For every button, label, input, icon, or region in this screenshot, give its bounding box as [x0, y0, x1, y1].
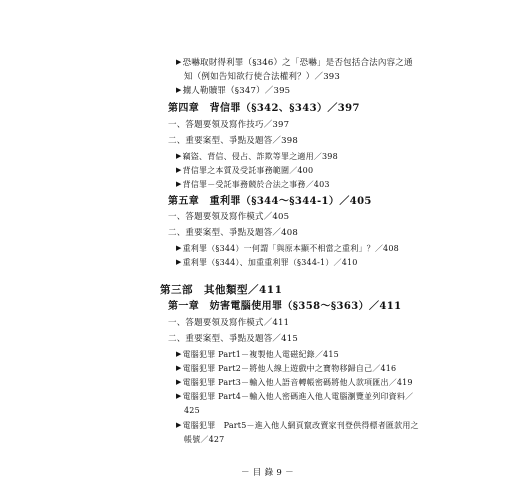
page-footer: － 目 錄 9 － [241, 468, 294, 478]
arrow-bullet-icon: ▶ [176, 421, 182, 429]
section-entry: 二、重要案型、爭點及題答／398 [168, 136, 298, 146]
toc-entry: ▶竊盜、背信、侵占、詐欺等罪之適用／398 [176, 152, 338, 161]
arrow-bullet-icon: ▶ [176, 244, 182, 252]
chapter-heading: 第五章 重利罪（§344～§344-1）／405 [168, 196, 372, 207]
arrow-bullet-icon: ▶ [176, 392, 182, 400]
toc-entry: ▶電腦犯罪 Part4－輸入他人密碼進入他人電腦瀏覽並列印資料／ [176, 392, 414, 401]
section-entry: 一、答題要領及寫作模式／405 [168, 212, 290, 222]
section-entry: 二、重要案型、爭點及題答／415 [168, 334, 298, 344]
arrow-bullet-icon: ▶ [176, 166, 182, 174]
toc-entry: ▶電腦犯罪 Part1－複製他人電磁紀錄／415 [176, 350, 339, 359]
arrow-bullet-icon: ▶ [176, 258, 182, 266]
toc-entry: ▶電腦犯罪 Part2－將他人線上遊戲中之寶物移歸自己／416 [176, 364, 397, 373]
arrow-bullet-icon: ▶ [176, 378, 182, 386]
arrow-bullet-icon: ▶ [176, 180, 182, 188]
toc-entry: ▶重利罪（§344）一何謂「與原本顯不相當之重利」？／408 [176, 244, 399, 253]
toc-entry-continued: 帳號／427 [184, 435, 225, 444]
chapter-heading: 第一章 妨害電腦使用罪（§358～§363）／411 [168, 301, 402, 312]
chapter-heading: 第四章 背信罪（§342、§343）／397 [168, 103, 360, 114]
toc-entry: ▶電腦犯罪 Part5－進入他人網頁竄改賣家刊登供得標者匯款用之 [176, 421, 419, 430]
toc-entry: ▶擄人勒贖罪（§347）／395 [176, 86, 291, 96]
arrow-bullet-icon: ▶ [176, 86, 182, 94]
arrow-bullet-icon: ▶ [176, 152, 182, 160]
toc-entry-continued: 知（例如告知欲行使合法權利？）／393 [184, 72, 341, 82]
section-entry: 一、答題要領及寫作技巧／397 [168, 120, 290, 130]
arrow-bullet-icon: ▶ [176, 364, 182, 372]
part-heading: 第三部 其他類型／411 [160, 284, 283, 296]
section-entry: 一、答題要領及寫作模式／411 [168, 318, 290, 328]
section-entry: 二、重要案型、爭點及題答／408 [168, 228, 298, 238]
arrow-bullet-icon: ▶ [176, 58, 182, 66]
toc-entry: ▶背信罪－受託事務競於合法之事務／403 [176, 180, 330, 189]
toc-entry-continued: 425 [184, 406, 200, 415]
toc-entry: ▶電腦犯罪 Part3－輸入他人語音轉帳密碼將他人款項匯出／419 [176, 378, 413, 387]
toc-entry: ▶重利罪（§344）、加重重利罪（§344-1）／410 [176, 258, 358, 267]
toc-entry: ▶背信罪之本質及受託事務範圍／400 [176, 166, 314, 175]
toc-entry: ▶恐嚇取財得利罪（§346）之「恐嚇」是否包括合法內容之通 [176, 58, 413, 68]
arrow-bullet-icon: ▶ [176, 350, 182, 358]
